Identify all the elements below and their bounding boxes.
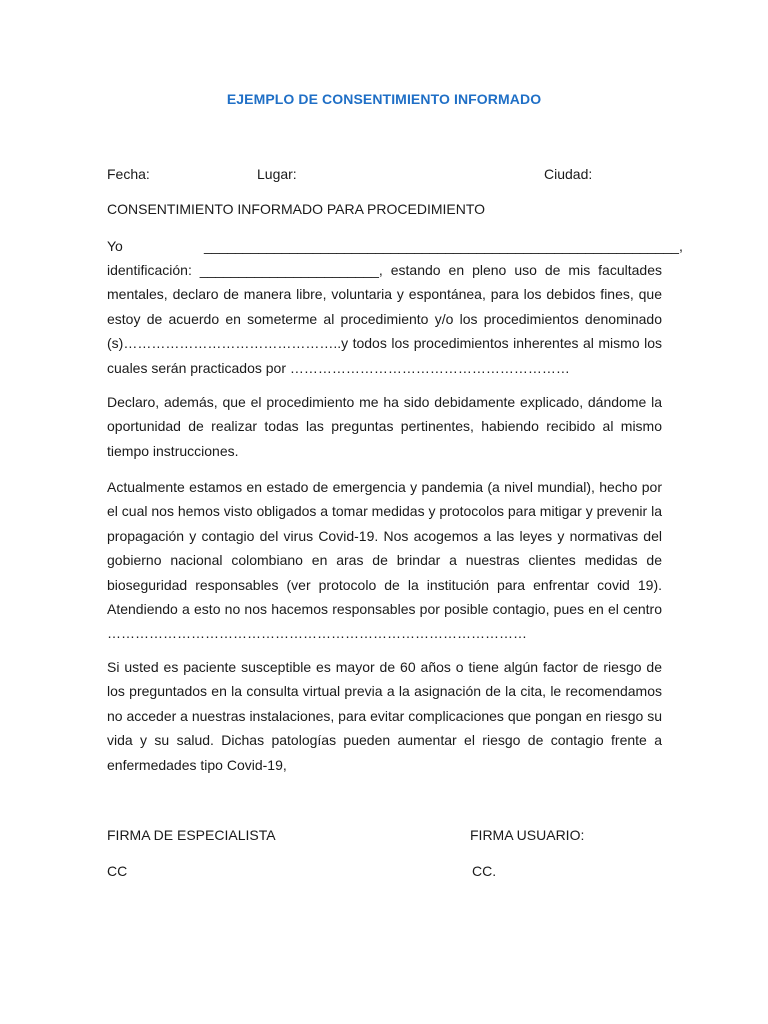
lugar-label: Lugar: <box>257 166 297 182</box>
paragraph-identificacion <box>107 258 662 380</box>
document-title: EJEMPLO DE CONSENTIMIENTO INFORMADO <box>226 91 542 107</box>
paragraph-riesgo-text: Si usted es paciente susceptible es mayor de 60 años o tiene algún factor de riesgo de los preguntados en la consulta virtual previa a la asignación de la cita, le recomendamos no acceder a nuestras instalaciones, para evitar complicaciones que pongan en riesgo su vida y su salud. Dichas patologías pueden aumentar el riesgo de contagio frente a enfermedades tipo Covid-19, <box>107 659 662 773</box>
ciudad-label: Ciudad: <box>544 166 593 182</box>
paragraph-identificacion-text: identificación: _______________________, estando en pleno uso de mis facultades mentales, declaro de manera libre, voluntaria y espontánea, para los debidos fines, que estoy de acuerdo en someterme al procedimiento y/o los procedimientos denominado (s)………………………………………..y todos los procedimientos inherentes al mismo los cuales serán practicados por …………………………………………………… <box>107 262 662 376</box>
paragraph-riesgo <box>107 655 662 777</box>
fecha-label: Fecha: <box>107 166 150 182</box>
firma-usuario-label: FIRMA USUARIO: <box>470 827 585 843</box>
paragraph-pandemia <box>107 475 662 646</box>
paragraph-declaracion <box>107 390 662 463</box>
cc-usuario-label: CC. <box>472 863 497 879</box>
cc-especialista-label: CC <box>107 863 128 879</box>
yo-blank-line: _____________________________________________________________, <box>204 238 683 254</box>
yo-label: Yo <box>107 238 123 254</box>
paragraph-pandemia-text: Actualmente estamos en estado de emergencia y pandemia (a nivel mundial), hecho por el cual nos hemos visto obligados a tomar medidas y protocolos para mitigar y prevenir la propagación y contagio del virus Covid-19. Nos acogemos a las leyes y normativas del gobierno nacional colombiano en aras de brindar a nuestras clientes medidas de bioseguridad responsables (ver protocolo de la institución para enfrentar covid 19). Atendiendo a esto no nos hacemos responsables por posible contagio, pues en el centro ……………………………………………………………………………… <box>107 479 662 642</box>
paragraph-declaracion-text: Declaro, además, que el procedimiento me ha sido debidamente explicado, dándome la oportunidad de realizar todas las preguntas pertinentes, habiendo recibido al mismo tiempo instrucciones. <box>107 394 662 459</box>
section-heading: CONSENTIMIENTO INFORMADO PARA PROCEDIMIENTO <box>107 201 486 217</box>
firma-especialista-label: FIRMA DE ESPECIALISTA <box>107 827 276 843</box>
